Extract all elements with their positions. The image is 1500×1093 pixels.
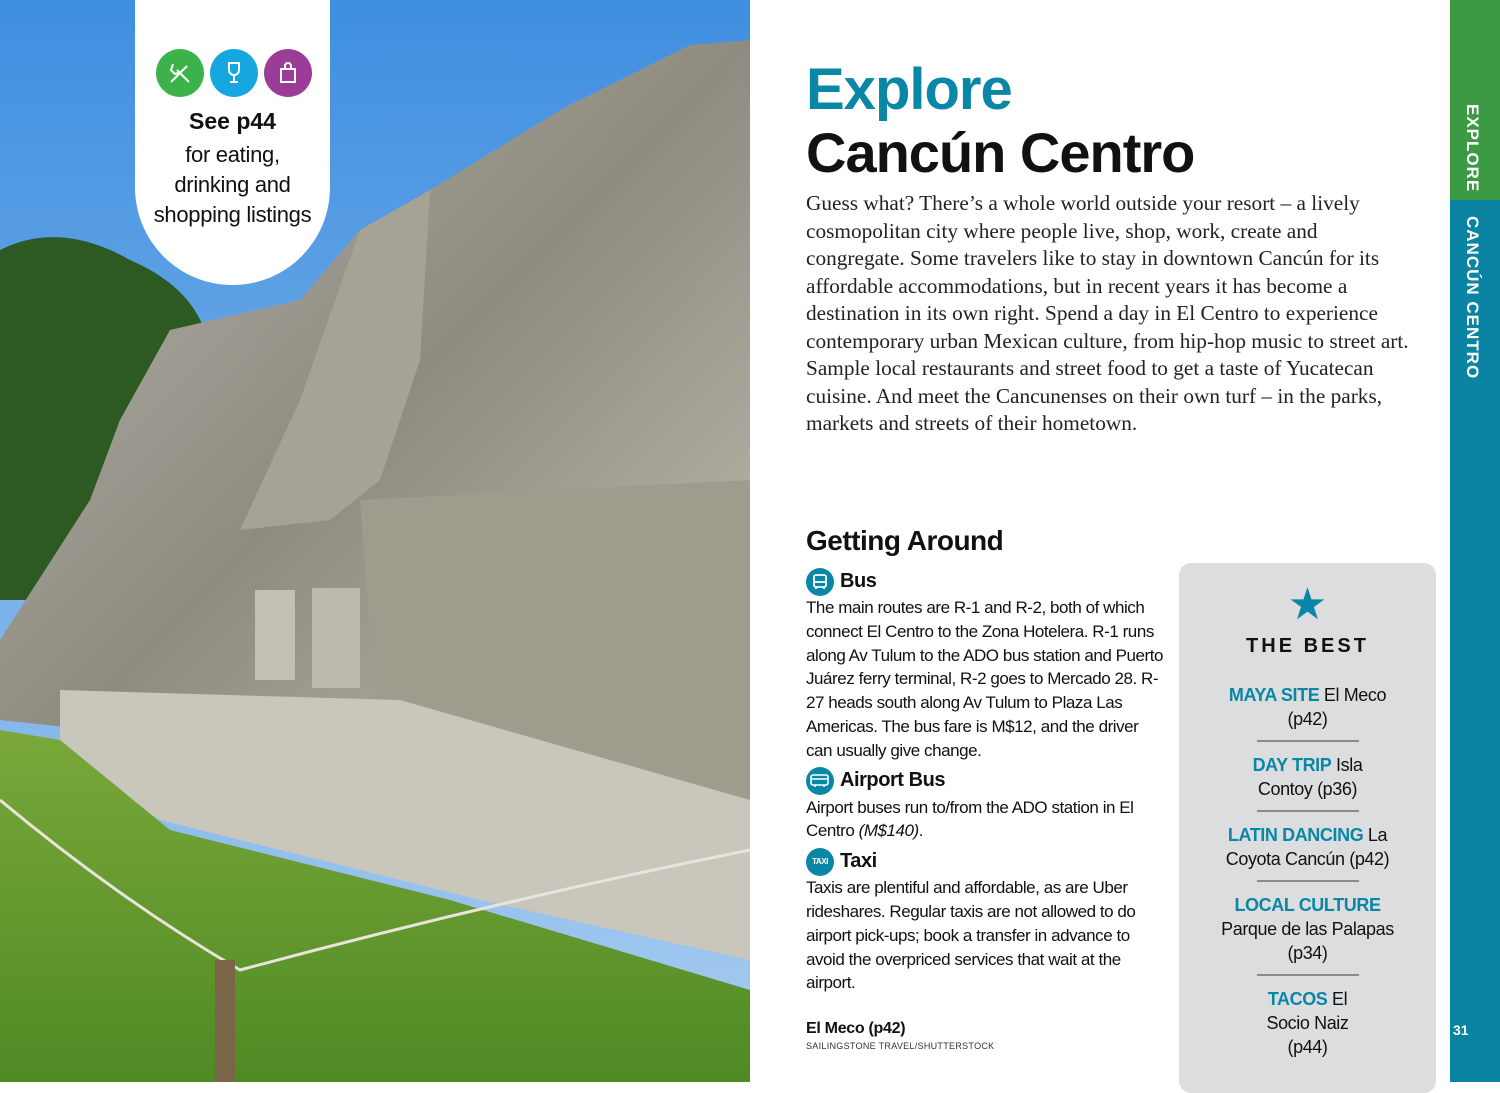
- taxi-heading: TAXI Taxi: [806, 847, 1166, 876]
- intro-paragraph: Guess what? There’s a whole world outside your resort – a lively cosmopolitan city where people live, shop, work, create and congregate. Some travelers like to stay in downtown Cancún for its affordable accommodations, but in recent years it has become a destination in its own right. Spend a day in El Centro to experience contemporary urban Mexican culture, from hip-hop music to street art. Sample local restaurants and street food to get a taste of Yucatecan cuisine. And meet the Cancunenses on their own turf – in the parks, markets and streets of their hometown.: [806, 191, 1409, 435]
- taxi-icon: TAXI: [806, 848, 834, 876]
- best-item: LATIN DANCING La Coyota Cancún (p42): [1225, 825, 1390, 869]
- the-best-box: [1179, 563, 1436, 1093]
- getting-around-heading: Getting Around: [806, 525, 1004, 556]
- airport-bus-heading: Airport Bus: [806, 767, 1166, 796]
- title-explore: Explore: [806, 57, 1012, 122]
- hero-photo-el-meco: [0, 0, 750, 1082]
- getting-around-section: [806, 567, 1166, 995]
- taxi-text: Taxis are plentiful and affordable, as are Uber rideshares. Regular taxis are not allowed to do airport pick-ups; book a transfer in advance to avoid the overpriced services that wait at the airport.: [806, 878, 1136, 993]
- badge-text: for eating, drinking and shopping listings: [153, 142, 312, 227]
- bus-text: The main routes are R-1 and R-2, both of which connect El Centro to the Zona Hotelera. R-1 runs along Av Tulum to the ADO bus station and Puerto Juárez ferry terminal, R-2 goes to Mercado 28. R-27 heads south along Av Tulum to Plaza Las Americas. The bus fare is M$12, and the driver can usually give change.: [806, 598, 1164, 760]
- airport-bus-icon: [806, 767, 834, 795]
- bus-icon: [806, 568, 834, 596]
- eating-icon: [156, 49, 204, 97]
- page-number: 31: [1453, 1022, 1469, 1038]
- airport-bus-price: (M$140): [858, 821, 919, 841]
- best-item: LOCAL CULTURE Parque de las Palapas (p34): [1221, 895, 1394, 963]
- section-tab: [1450, 0, 1500, 1082]
- title-place: Cancún Centro: [806, 121, 1195, 184]
- explore-tab-label: EXPLORE: [1463, 104, 1482, 193]
- photo-caption: [806, 1020, 994, 1051]
- airport-bus-text: Airport buses run to/from the ADO station in El Centro (M$140).: [806, 797, 1134, 841]
- badge-page-ref: See p44: [189, 108, 276, 134]
- best-item: DAY TRIP Isla Contoy (p36): [1252, 755, 1363, 799]
- listings-badge: [135, 0, 330, 285]
- star-icon: ★: [1287, 580, 1328, 629]
- the-best-title: THE BEST: [1246, 635, 1369, 657]
- shopping-icon: [264, 49, 312, 97]
- drinking-icon: [210, 49, 258, 97]
- best-item: TACOS El Socio Naiz (p44): [1266, 989, 1349, 1057]
- caption-title: El Meco (p42): [806, 1020, 906, 1037]
- bus-heading: Bus: [806, 567, 1166, 596]
- section-tab-label: CANCÚN CENTRO: [1463, 216, 1482, 380]
- photo-credit: SAILINGSTONE TRAVEL/SHUTTERSTOCK: [806, 1041, 995, 1051]
- best-item: MAYA SITE El Meco (p42): [1228, 685, 1387, 729]
